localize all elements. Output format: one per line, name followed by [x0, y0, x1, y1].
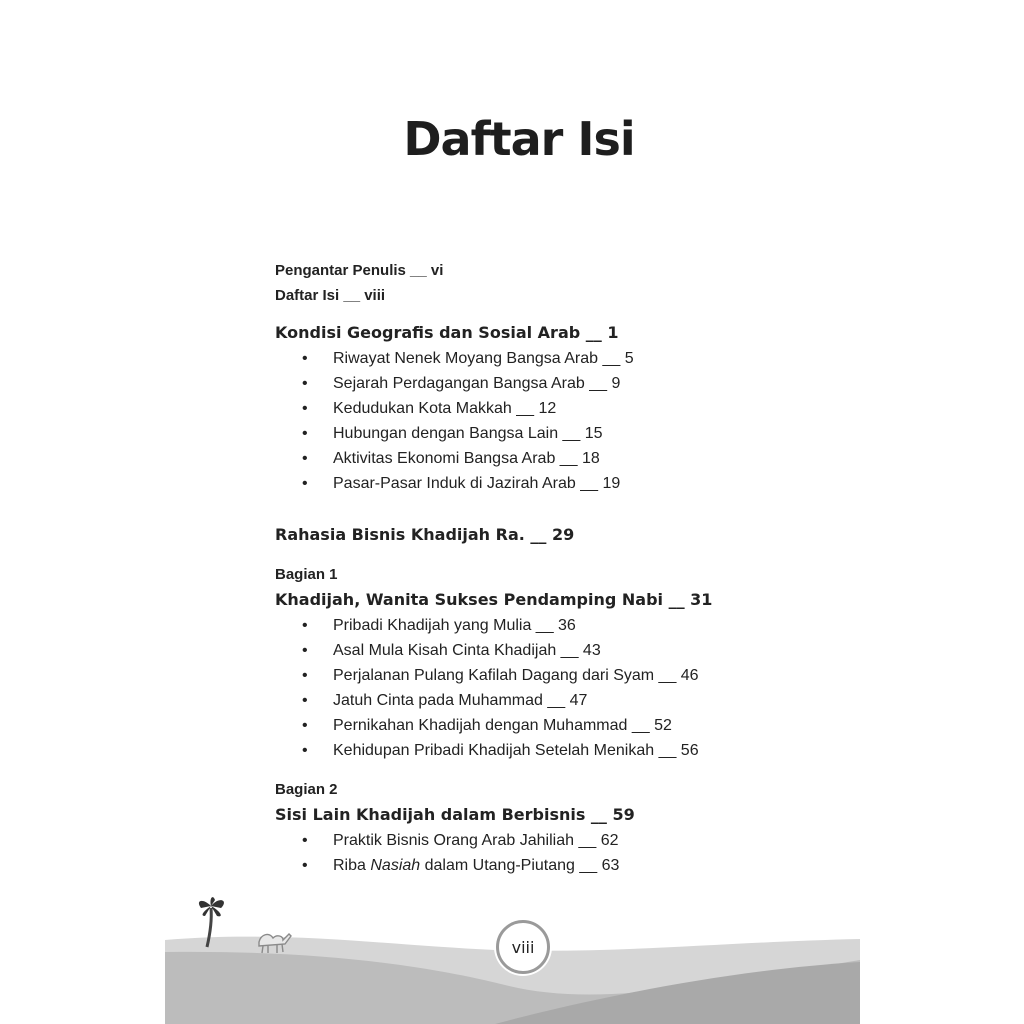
- bullet-icon: •: [302, 832, 308, 849]
- bullet-icon: •: [302, 717, 308, 734]
- bullet-icon: •: [302, 857, 308, 874]
- toc-subitem-label: Jatuh Cinta pada Muhammad __ 47: [333, 692, 588, 709]
- toc-subitem[interactable]: [275, 421, 835, 446]
- toc-part-label: Bagian 2: [275, 781, 338, 798]
- toc-subitem-emphasis: Nasiah: [370, 857, 421, 874]
- toc-sublist: [275, 828, 835, 878]
- bullet-icon: •: [302, 350, 308, 367]
- toc-subitem-label: Perjalanan Pulang Kafilah Dagang dari Syam __ 46: [333, 667, 699, 684]
- toc-subitem-label: Aktivitas Ekonomi Bangsa Arab __ 18: [333, 450, 600, 467]
- toc-subitem[interactable]: [275, 663, 835, 688]
- toc-subitem-label: Pasar-Pasar Induk di Jazirah Arab __ 19: [333, 475, 621, 492]
- bullet-icon: •: [302, 742, 308, 759]
- page-number: viii: [496, 920, 550, 974]
- toc-subitem[interactable]: [275, 828, 835, 853]
- toc-subitem-label: Pernikahan Khadijah dengan Muhammad __ 52: [333, 717, 672, 734]
- toc-front-item[interactable]: Pengantar Penulis __ vi: [275, 262, 444, 279]
- bullet-icon: •: [302, 667, 308, 684]
- toc-front-item[interactable]: Daftar Isi __ viii: [275, 287, 386, 304]
- toc-subitem[interactable]: [275, 446, 835, 471]
- bullet-icon: •: [302, 617, 308, 634]
- toc-subitem[interactable]: [275, 371, 835, 396]
- toc-subitem[interactable]: [275, 613, 835, 638]
- bullet-icon: •: [302, 475, 308, 492]
- toc-subitem-label: Asal Mula Kisah Cinta Khadijah __ 43: [333, 642, 601, 659]
- toc-chapter-heading[interactable]: Kondisi Geografis dan Sosial Arab __ 1: [275, 323, 619, 342]
- bullet-icon: •: [302, 425, 308, 442]
- toc-subitem-label: [333, 857, 619, 874]
- toc-subitem[interactable]: [275, 688, 835, 713]
- toc-chapter-heading[interactable]: Rahasia Bisnis Khadijah Ra. __ 29: [275, 525, 575, 544]
- toc-subitem[interactable]: [275, 638, 835, 663]
- toc-subitem-suffix: dalam Utang-Piutang __ 63: [420, 857, 620, 874]
- toc-sublist: [275, 613, 835, 763]
- bullet-icon: •: [302, 400, 308, 417]
- bullet-icon: •: [302, 692, 308, 709]
- toc-chapter-heading[interactable]: Sisi Lain Khadijah dalam Berbisnis __ 59: [275, 805, 635, 824]
- bullet-icon: •: [302, 450, 308, 467]
- toc-subitem-label: Praktik Bisnis Orang Arab Jahiliah __ 62: [333, 832, 619, 849]
- toc-subitem-prefix: Riba: [333, 857, 371, 874]
- table-of-contents: [275, 258, 835, 878]
- page-title: Daftar Isi: [403, 112, 635, 166]
- toc-subitem-label: Hubungan dengan Bangsa Lain __ 15: [333, 425, 603, 442]
- toc-sublist: [275, 346, 835, 496]
- toc-chapter-heading[interactable]: Khadijah, Wanita Sukses Pendamping Nabi __ 31: [275, 590, 713, 609]
- bullet-icon: •: [302, 375, 308, 392]
- toc-subitem[interactable]: [275, 471, 835, 496]
- toc-subitem-label: Pribadi Khadijah yang Mulia __ 36: [333, 617, 576, 634]
- bullet-icon: •: [302, 642, 308, 659]
- toc-subitem[interactable]: [275, 738, 835, 763]
- toc-subitem-label: Kehidupan Pribadi Khadijah Setelah Menikah __ 56: [333, 742, 699, 759]
- toc-subitem[interactable]: [275, 346, 835, 371]
- toc-subitem-label: Kedudukan Kota Makkah __ 12: [333, 400, 557, 417]
- toc-part-label: Bagian 1: [275, 566, 338, 583]
- toc-subitem-label: Riwayat Nenek Moyang Bangsa Arab __ 5: [333, 350, 634, 367]
- toc-subitem[interactable]: [275, 853, 835, 878]
- toc-subitem[interactable]: [275, 396, 835, 421]
- toc-subitem[interactable]: [275, 713, 835, 738]
- toc-subitem-label: Sejarah Perdagangan Bangsa Arab __ 9: [333, 375, 621, 392]
